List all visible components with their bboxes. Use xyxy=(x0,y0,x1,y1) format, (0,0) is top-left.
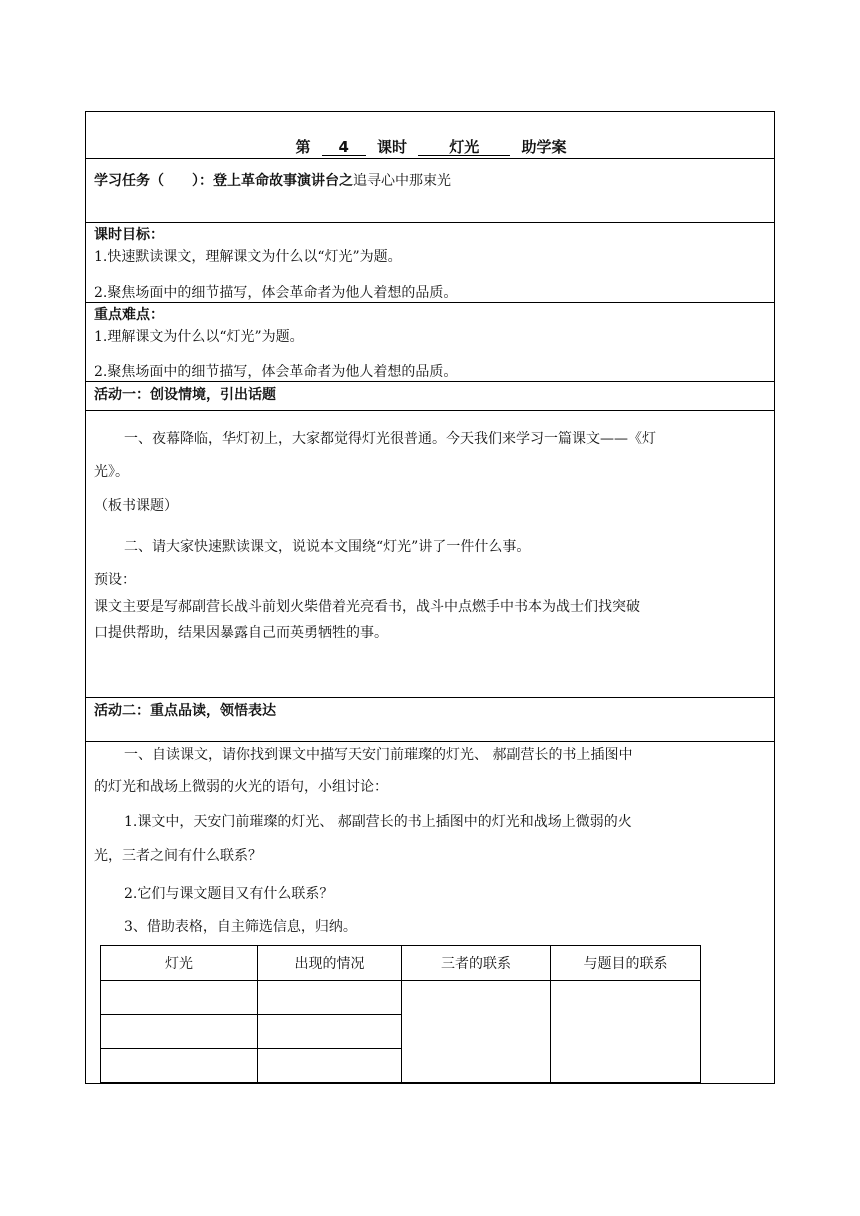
table-header-relation: 三者的联系 xyxy=(401,945,551,981)
table-header-light: 灯光 xyxy=(100,945,258,981)
table-cell[interactable] xyxy=(257,980,402,1015)
title-di: 第 xyxy=(295,138,311,156)
title-keshi: 课时 xyxy=(376,138,407,156)
divider xyxy=(86,381,774,382)
key-point-item-1: 1.理解课文为什么以“灯光”为题。 xyxy=(94,329,304,345)
divider xyxy=(86,741,774,742)
table-cell[interactable] xyxy=(257,1014,402,1049)
key-points-label: 重点难点： xyxy=(94,307,164,323)
activity1-preset-label: 预设： xyxy=(94,572,136,588)
activity2-subquestion3: 3、借助表格，自主筛选信息，归纳。 xyxy=(124,919,357,935)
divider xyxy=(86,158,774,159)
activity2-subquestion2: 2.它们与课文题目又有什么联系？ xyxy=(124,886,334,902)
table-header-situation: 出现的情况 xyxy=(257,945,402,981)
activity2-question1: 一、自读课文，请你找到课文中描写天安门前璀璨的灯光、 郝副营长的书上插图中 xyxy=(124,747,633,763)
activity1-paragraph2: 二、请大家快速默读课文，说说本文围绕“灯光”讲了一件什么事。 xyxy=(124,539,531,555)
activity2-subquestion1-cont: 光，三者之间有什么联系？ xyxy=(94,848,262,864)
activity1-paragraph1: 一、夜幕降临，华灯初上，大家都觉得灯光很普通。今天我们来学习一篇课文——《灯 xyxy=(124,431,656,447)
activity1-board-note: （板书课题） xyxy=(94,498,178,514)
lesson-number: 4 xyxy=(322,139,366,156)
table-cell-merged[interactable] xyxy=(401,980,551,1083)
page-title xyxy=(86,138,776,156)
worksheet-table xyxy=(85,111,775,1084)
table-cell[interactable] xyxy=(100,1014,258,1049)
table-cell[interactable] xyxy=(100,980,258,1015)
table-cell[interactable] xyxy=(100,1048,258,1083)
task-line xyxy=(94,172,451,190)
title-suffix: 助学案 xyxy=(521,138,567,156)
task-text: 追寻心中那束光 xyxy=(353,173,451,189)
summary-table xyxy=(100,945,701,1083)
goal-item-2: 2.聚焦场面中的细节描写，体会革命者为他人着想的品质。 xyxy=(94,285,458,301)
table-cell[interactable] xyxy=(257,1048,402,1083)
activity1-preset-answer-cont: 口提供帮助，结果因暴露自己而英勇牺牲的事。 xyxy=(94,625,388,641)
activity1-paragraph1-cont: 光》。 xyxy=(94,464,129,480)
divider xyxy=(86,302,774,303)
divider xyxy=(86,222,774,223)
goal-item-1: 1.快速默读课文，理解课文为什么以“灯光”为题。 xyxy=(94,249,402,265)
table-header-title-relation: 与题目的联系 xyxy=(550,945,701,981)
divider xyxy=(86,410,774,411)
activity1-preset-answer: 课文主要是写郝副营长战斗前划火柴借着光亮看书，战斗中点燃手中书本为战士们找突破 xyxy=(94,599,640,615)
task-label: 学习任务（ ）：登上革命故事演讲台之 xyxy=(94,173,353,189)
key-point-item-2: 2.聚焦场面中的细节描写，体会革命者为他人着想的品质。 xyxy=(94,364,458,380)
activity1-title: 活动一：创设情境，引出话题 xyxy=(94,387,276,403)
table-cell-merged[interactable] xyxy=(550,980,701,1083)
activity2-question1-cont: 的灯光和战场上微弱的火光的语句，小组讨论： xyxy=(94,779,388,795)
lesson-title: 灯光 xyxy=(418,139,510,156)
goals-label: 课时目标： xyxy=(94,227,164,243)
activity2-subquestion1: 1.课文中，天安门前璀璨的灯光、 郝副营长的书上插图中的灯光和战场上微弱的火 xyxy=(124,814,632,830)
activity2-title: 活动二：重点品读，领悟表达 xyxy=(94,703,276,719)
divider xyxy=(86,697,774,698)
